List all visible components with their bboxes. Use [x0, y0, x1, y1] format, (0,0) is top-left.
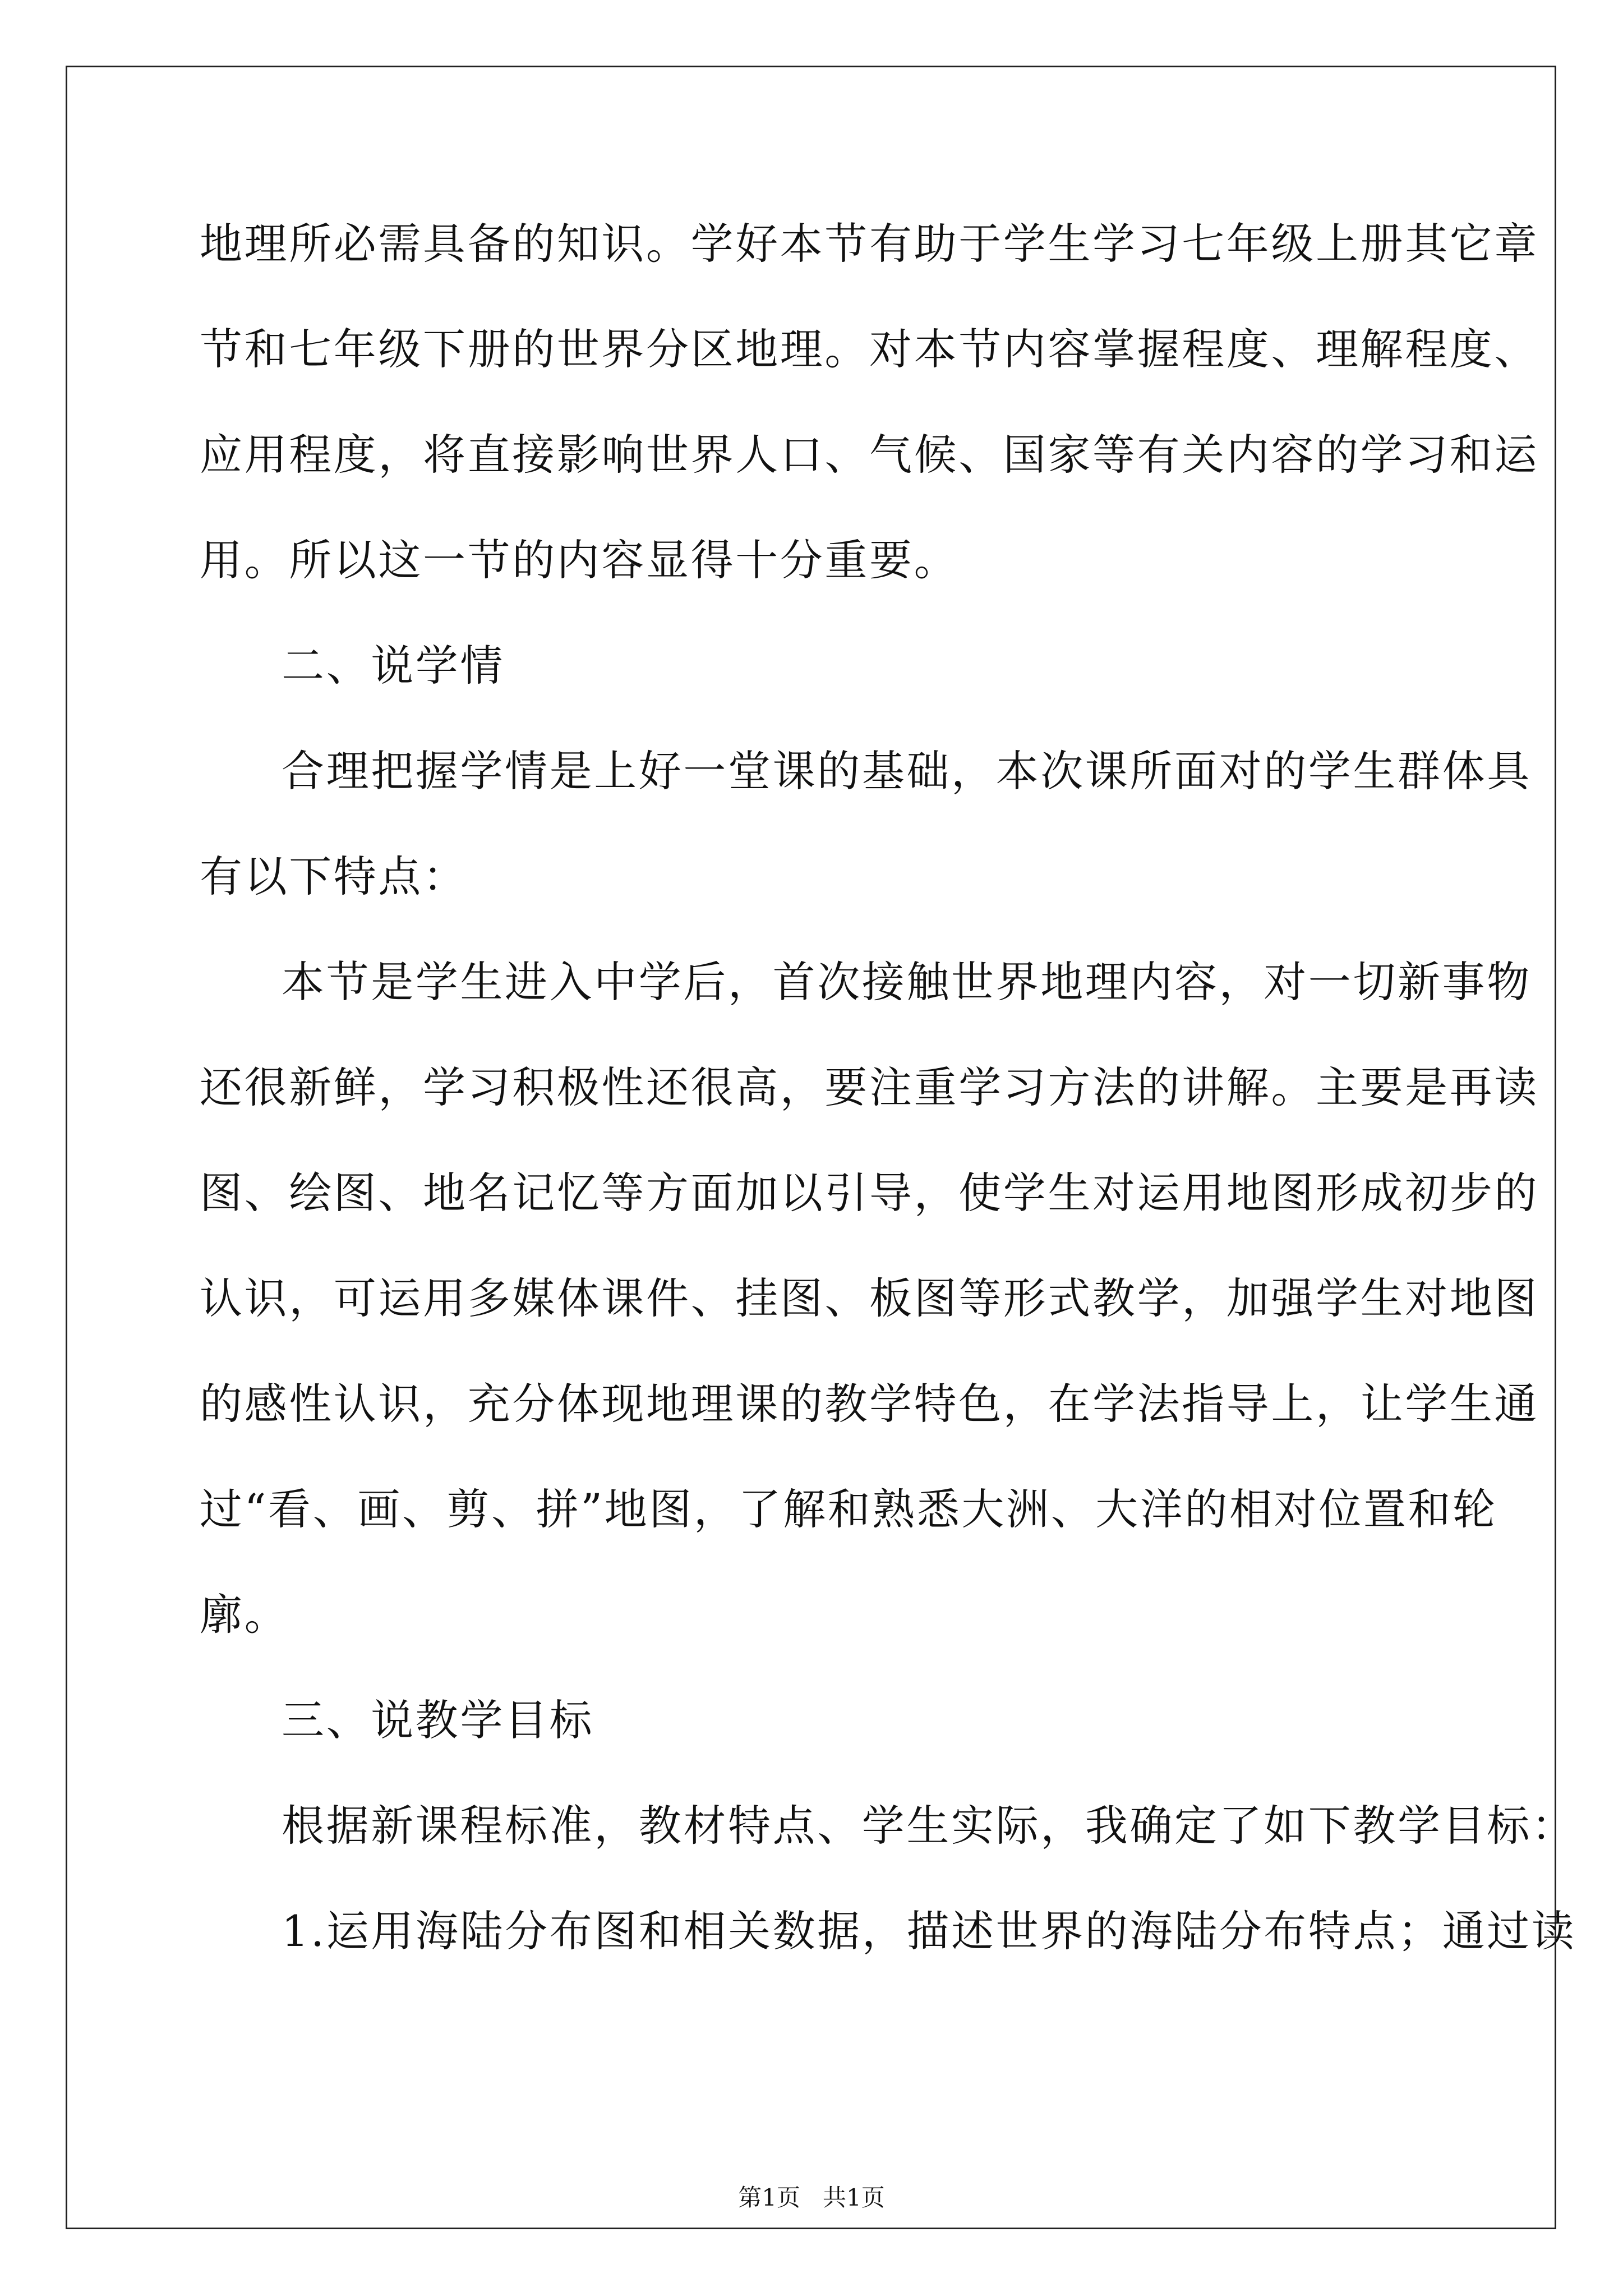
page-footer: 第1页 共1页	[738, 2184, 885, 2211]
text-line: 节和七年级下册的世界分区地理。对本节内容掌握程度、理解程度、	[200, 324, 1539, 374]
text-line: 应用程度，将直接影响世界人口、气候、国家等有关内容的学习和运	[200, 430, 1539, 480]
text-line: 1.运用海陆分布图和相关数据，描述世界的海陆分布特点；通过读	[282, 1906, 1576, 1956]
text-line: 本节是学生进入中学后，首次接触世界地理内容，对一切新事物	[282, 957, 1532, 1007]
text-line: 用。所以这一节的内容显得十分重要。	[200, 535, 959, 585]
section-heading: 二、说学情	[282, 641, 505, 691]
text-line: 图、绘图、地名记忆等方面加以引导，使学生对运用地图形成初步的	[200, 1168, 1539, 1218]
text-line: 的感性认识，充分体现地理课的教学特色，在学法指导上，让学生通	[200, 1379, 1539, 1429]
text-line: 认识，可运用多媒体课件、挂图、板图等形式教学，加强学生对地图	[200, 1273, 1539, 1323]
text-line: 根据新课程标准，教材特点、学生实际，我确定了如下教学目标：	[282, 1801, 1576, 1851]
text-line: 有以下特点：	[200, 852, 468, 901]
text-line: 地理所必需具备的知识。学好本节有助于学生学习七年级上册其它章	[200, 219, 1539, 269]
section-heading: 三、说教学目标	[282, 1695, 594, 1745]
text-line: 廓。	[200, 1590, 289, 1640]
text-line: 过“看、画、剪、拼”地图，了解和熟悉大洲、大洋的相对位置和轮	[200, 1484, 1497, 1534]
text-line: 还很新鲜，学习积极性还很高，要注重学习方法的讲解。主要是再读	[200, 1062, 1539, 1112]
text-line: 合理把握学情是上好一堂课的基础，本次课所面对的学生群体具	[282, 746, 1532, 796]
